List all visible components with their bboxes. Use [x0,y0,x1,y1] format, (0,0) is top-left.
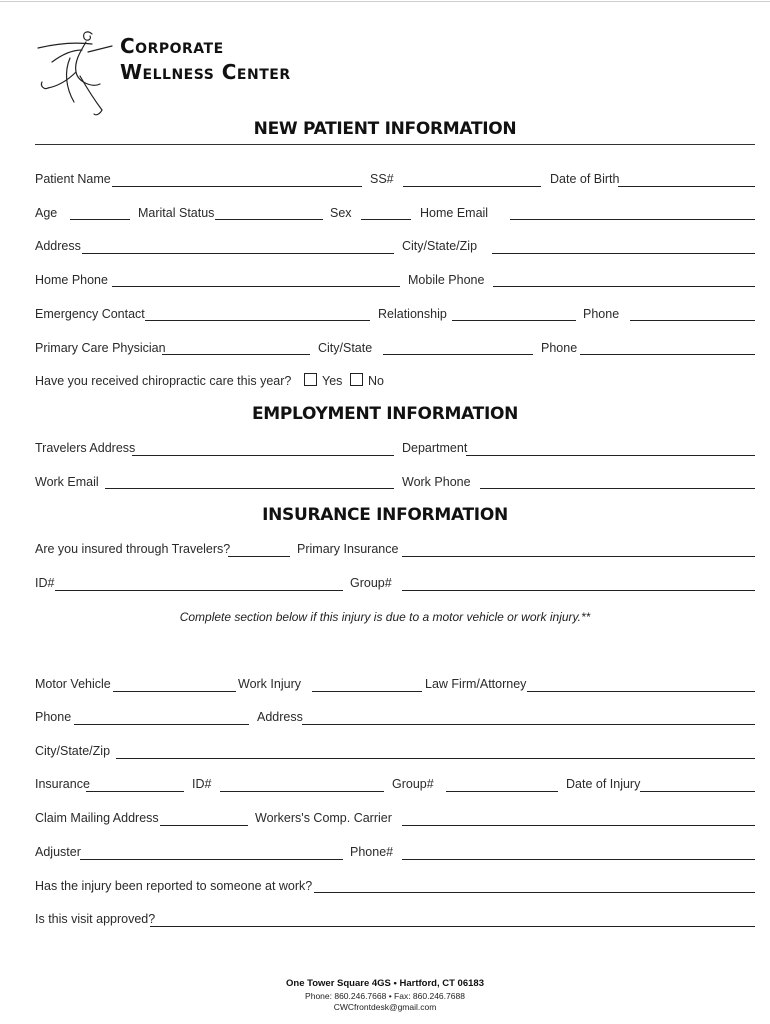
injury-group-field[interactable] [446,791,558,792]
title-rule [35,144,755,145]
visit-approved-field[interactable] [150,926,755,927]
runner-icon [30,28,120,120]
injury-address-field[interactable] [302,724,755,725]
top-border [0,1,770,2]
workers-comp-label: Workers's Comp. Carrier [255,811,392,825]
relationship-field[interactable] [452,320,576,321]
age-field[interactable] [70,219,130,220]
date-of-injury-label: Date of Injury [566,777,641,791]
work-email-label: Work Email [35,475,99,489]
footer-contact: Phone: 860.246.7668 • Fax: 860.246.7688 [305,991,465,1001]
emergency-phone-label: Phone [583,307,620,321]
sex-label: Sex [330,206,352,220]
work-phone-field[interactable] [480,488,755,489]
motor-vehicle-note: Complete section below if this injury is due to a motor vehicle or work injury.** [179,610,591,624]
claim-mailing-field[interactable] [160,825,248,826]
home-phone-label: Home Phone [35,273,108,287]
injury-id-label: ID# [192,777,212,791]
section-heading-patient: NEW PATIENT INFORMATION [253,119,517,139]
marital-status-label: Marital Status [138,206,215,220]
injury-address-label: Address [257,710,303,724]
department-label: Department [402,441,468,455]
id-field[interactable] [55,590,343,591]
claim-mailing-label: Claim Mailing Address [35,811,159,825]
insured-travelers-field[interactable] [228,556,290,557]
work-injury-field[interactable] [312,691,422,692]
emergency-contact-field[interactable] [145,320,370,321]
marital-status-field[interactable] [215,219,323,220]
injury-phone-label: Phone [35,710,72,724]
work-injury-label: Work Injury [238,677,301,691]
relationship-label: Relationship [378,307,447,321]
emergency-phone-field[interactable] [630,320,755,321]
mobile-phone-label: Mobile Phone [408,273,485,287]
work-email-field[interactable] [105,488,394,489]
no-label: No [368,374,384,388]
pcp-city-state-field[interactable] [383,354,533,355]
injury-reported-field[interactable] [314,892,755,893]
logo-line-1: Corporate [120,34,224,58]
group-field[interactable] [402,590,755,591]
city-state-zip-label: City/State/Zip [402,239,478,253]
city-state-zip-field[interactable] [492,253,755,254]
sex-field[interactable] [361,219,411,220]
home-phone-field[interactable] [112,286,400,287]
primary-insurance-field[interactable] [402,556,755,557]
motor-vehicle-label: Motor Vehicle [35,677,111,691]
ss-label: SS# [370,172,394,186]
address-label: Address [35,239,81,253]
injury-city-state-zip-label: City/State/Zip [35,744,111,758]
mobile-phone-field[interactable] [493,286,755,287]
pcp-field[interactable] [162,354,310,355]
age-label: Age [35,206,58,220]
primary-insurance-label: Primary Insurance [297,542,399,556]
home-email-field[interactable] [510,219,755,220]
injury-id-field[interactable] [220,791,384,792]
footer-email: CWCfrontdesk@gmail.com [333,1002,437,1012]
travelers-address-label: Travelers Address [35,441,136,455]
law-firm-field[interactable] [527,691,755,692]
adjuster-field[interactable] [80,859,343,860]
address-field[interactable] [82,253,394,254]
motor-vehicle-field[interactable] [113,691,236,692]
date-of-injury-field[interactable] [640,791,755,792]
ss-field[interactable] [403,186,541,187]
section-heading-insurance: INSURANCE INFORMATION [262,505,508,525]
work-phone-label: Work Phone [402,475,471,489]
pcp-label: Primary Care Physician [35,341,166,355]
section-heading-employment: EMPLOYMENT INFORMATION [251,404,519,424]
pcp-phone-label: Phone [541,341,578,355]
department-field[interactable] [466,455,755,456]
travelers-address-field[interactable] [132,455,394,456]
dob-label: Date of Birth [550,172,620,186]
group-label: Group# [350,576,392,590]
injury-insurance-field[interactable] [86,791,184,792]
footer-address: One Tower Square 4GS • Hartford, CT 06183 [286,978,484,989]
visit-approved-label: Is this visit approved? [35,912,156,926]
adjuster-phone-label: Phone# [350,845,394,859]
workers-comp-field[interactable] [402,825,755,826]
injury-reported-label: Has the injury been reported to someone at work? [35,879,313,893]
injury-insurance-label: Insurance [35,777,90,791]
id-label: ID# [35,576,55,590]
adjuster-label: Adjuster [35,845,81,859]
logo-line-2: Wellness Center [120,60,291,84]
injury-phone-field[interactable] [74,724,249,725]
injury-group-label: Group# [392,777,434,791]
yes-label: Yes [322,374,343,388]
dob-field[interactable] [618,186,755,187]
patient-name-field[interactable] [112,186,362,187]
pcp-phone-field[interactable] [580,354,755,355]
yes-checkbox[interactable] [304,373,317,386]
adjuster-phone-field[interactable] [402,859,755,860]
no-checkbox[interactable] [350,373,363,386]
patient-name-label: Patient Name [35,172,111,186]
emergency-contact-label: Emergency Contact [35,307,145,321]
law-firm-label: Law Firm/Attorney [425,677,527,691]
chiro-question: Have you received chiropractic care this year? [35,374,292,388]
pcp-city-state-label: City/State [318,341,373,355]
insured-travelers-label: Are you insured through Travelers? [35,542,231,556]
home-email-label: Home Email [420,206,489,220]
injury-city-state-zip-field[interactable] [116,758,755,759]
